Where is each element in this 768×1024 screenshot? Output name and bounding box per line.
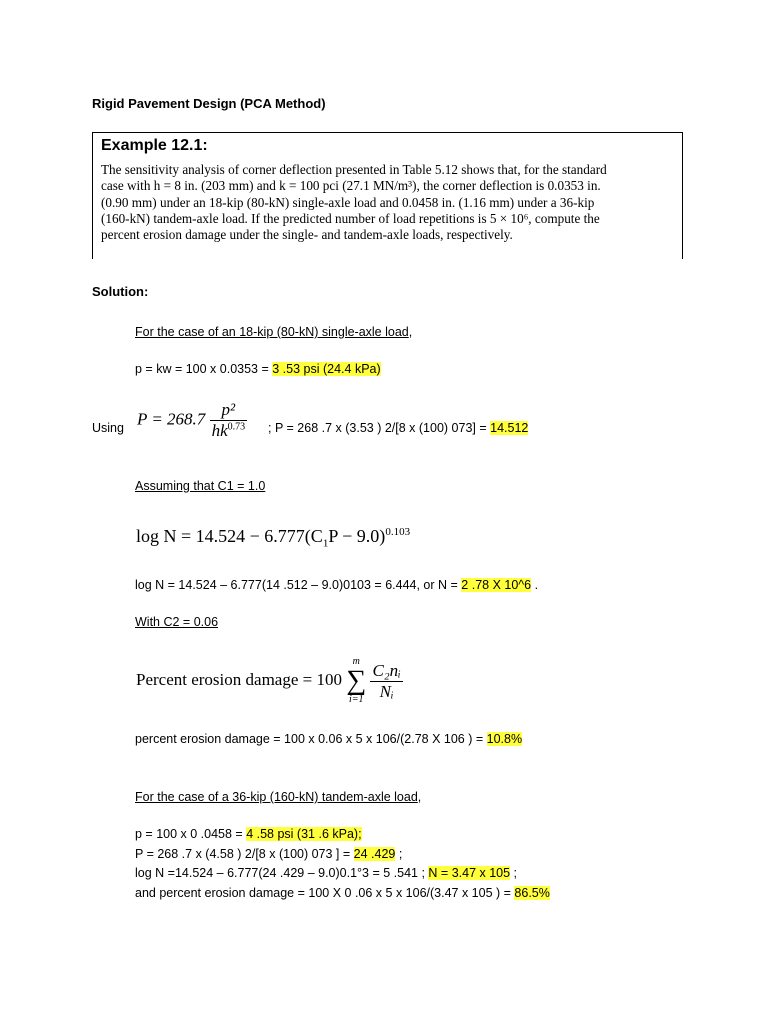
tandem-p-text: p = 100 x 0 .0458 = [135,827,247,841]
single-damage-line [135,732,522,746]
heading-comma: , [417,790,422,804]
single-axle-heading-text: For the case of an 18-kip (80-kN) single-axle load [135,325,409,339]
sum-bottom: i=1 [348,694,364,705]
formula-P-denominator [210,421,248,441]
single-logN-result: 2 .78 X 10^6 [461,578,532,592]
tandem-p-result: 4 .58 psi (31 .6 kPa); [246,827,362,841]
example-line: (0.90 mm) under an 18-kip (80-kN) single-axle load and 0.0458 in. (1.16 mm) under a 36-kip [101,194,595,210]
single-P-line [268,421,528,435]
using-label: Using [92,421,124,435]
heading-comma: , [408,325,413,339]
single-logN-text: log N = 14.524 – 6.777(14 .512 – 9.0)0103 = 6.444, or N = [135,578,462,592]
formula-logN-sub: 1 [322,537,329,550]
assume-c1 [135,479,265,493]
tandem-logN-tail: ; [510,866,518,880]
tandem-P-text: P = 268 .7 x (4.58 ) 2/[8 x (100) 073 ] = [135,847,354,861]
formula-P-numerator: p² [210,400,248,421]
formula-damage-numerator: C₂nᵢ [372,660,401,680]
solution-label: Solution: [92,284,149,299]
single-P-result: 14.512 [490,421,529,435]
example-line: percent erosion damage under the single- and tandem-axle loads, respectively. [101,227,513,243]
page-title: Rigid Pavement Design (PCA Method) [92,96,326,111]
formula-damage-fraction [370,661,402,702]
formula-P-den-exp: 0.73 [227,421,246,433]
tandem-P-tail: ; [395,847,403,861]
single-logN-tail: . [531,578,539,592]
sigma-icon: ∑ [346,665,367,696]
formula-P-fraction [210,400,248,441]
single-damage-text: percent erosion damage = 100 x 0.06 x 5 x 106/(2.78 X 106 ) = [135,732,487,746]
single-logN-line [135,578,538,592]
single-p-result: 3 .53 psi (24.4 kPa) [272,362,381,376]
formula-P [137,400,247,441]
tandem-P-line [135,847,402,861]
tandem-damage-text: and percent erosion damage = 100 X 0 .06 x 5 x 106/(3.47 x 105 ) = [135,886,515,900]
tandem-damage-result: 86.5% [514,886,550,900]
example-line: (160-kN) tandem-axle load. If the predicted number of load repetitions is 5 × 10⁶, compute the [101,210,600,226]
sum-top: m [352,656,360,667]
sum-symbol [346,656,366,706]
example-text [101,162,676,243]
single-damage-result: 10.8% [486,732,523,746]
tandem-P-result: 24 .429 [353,847,396,861]
single-p-line [135,362,381,376]
single-p-text: p = kw = 100 x 0.0353 = [135,362,273,376]
assume-c1-text: Assuming that C1 = 1.0 [135,479,266,493]
tandem-p-line [135,827,362,841]
tandem-axle-heading-text: For the case of a 36-kip (160-kN) tandem-axle load [135,790,418,804]
tandem-damage-line [135,886,550,900]
formula-P-den-text: hk [211,421,228,440]
formula-logN-mid: P − 9.0) [328,526,386,546]
formula-damage-lhs: Percent erosion damage = 100 [136,669,342,689]
formula-damage [136,656,403,706]
with-c2-text: With C2 = 0.06 [135,615,219,629]
single-P-text: ; P = 268 .7 x (3.53 ) 2/[8 x (100) 073] = [268,421,491,435]
single-axle-heading [135,325,412,339]
example-line: The sensitivity analysis of corner deflection presented in Table 5.12 shows that, for the standard [101,162,607,177]
formula-P-lhs: P = 268.7 [137,409,206,429]
formula-damage-denominator: Nᵢ [379,681,394,701]
formula-logN-text: log N = 14.524 − 6.777(C [136,526,323,546]
tandem-logN-line [135,866,517,880]
formula-logN [136,526,410,550]
tandem-logN-result: N = 3.47 x 105 [428,866,511,880]
example-heading: Example 12.1: [101,137,208,154]
formula-logN-exp: 0.103 [385,526,411,538]
example-line: case with h = 8 in. (203 mm) and k = 100 pci (27.1 MN/m³), the corner deflection is 0.0353 in. [101,178,601,194]
example-box [92,132,683,259]
with-c2 [135,615,218,629]
tandem-logN-text: log N =14.524 – 6.777(24 .429 – 9.0)0.1°3 = 5 .541 ; [135,866,429,880]
tandem-axle-heading [135,790,421,804]
